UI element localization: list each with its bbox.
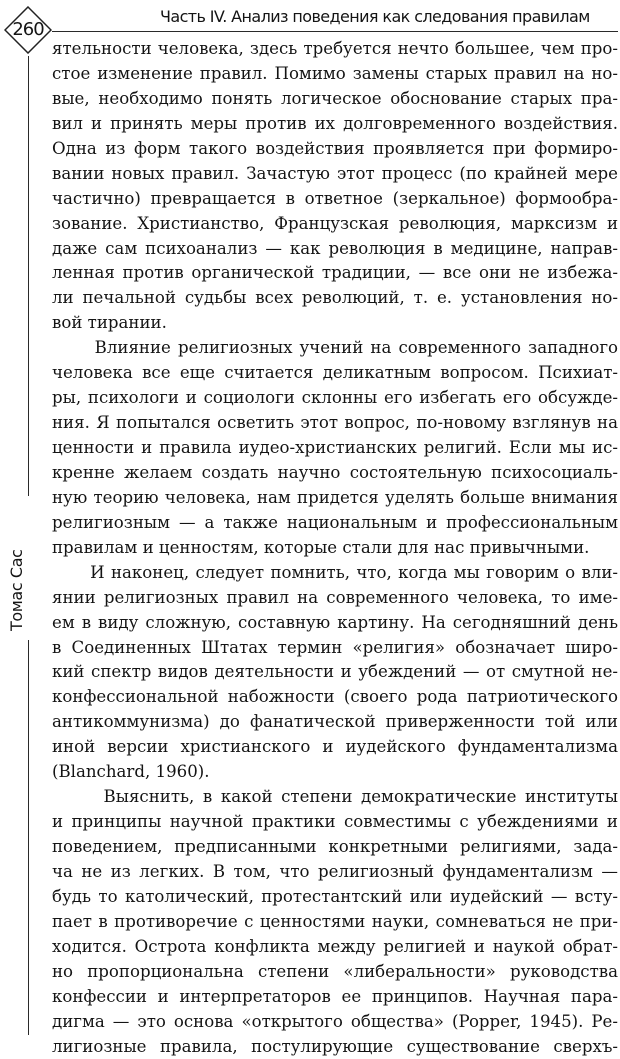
text-line: стое изменение правил. Помимо замены старых правил на но- bbox=[52, 62, 618, 87]
text-line: будь то католический, протестантский или иудейский — всту- bbox=[52, 885, 618, 910]
text-line: ем в виду сложную, составную картину. На сегодняшний день bbox=[52, 611, 618, 636]
text-line: И наконец, следует помнить, что, когда мы говорим о вли- bbox=[52, 561, 618, 586]
text-line: зование. Христианство, Французская революция, марксизм и bbox=[52, 212, 618, 237]
page-number: 260 bbox=[4, 6, 52, 54]
header-rule bbox=[52, 31, 618, 32]
side-rule-bottom bbox=[28, 640, 29, 1035]
running-header-title: Часть IV. Анализ поведения как следования правилам bbox=[160, 6, 616, 28]
text-line: вил и принять меры против их долговременного воздействия. bbox=[52, 112, 618, 137]
side-rule-top bbox=[28, 56, 29, 496]
text-line: Одна из форм такого воздействия проявляется при формиро- bbox=[52, 137, 618, 162]
author-side-label: Томас Сас bbox=[5, 501, 29, 631]
body-text bbox=[52, 37, 618, 1059]
text-line: ры, психологи и социологи склонны его избегать его обсужде- bbox=[52, 386, 618, 411]
text-line: ную теорию человека, нам придется уделять больше внимания bbox=[52, 486, 618, 511]
text-line: вые, необходимо понять логическое обоснование старых пра- bbox=[52, 87, 618, 112]
text-line: правилам и ценностям, которые стали для нас привычными. bbox=[52, 536, 618, 561]
text-line: в Соединенных Штатах термин «религия» обозначает широ- bbox=[52, 636, 618, 661]
text-line: кренне желаем создать научно состоятельную психосоциаль- bbox=[52, 461, 618, 486]
text-line: ния. Я попытался осветить этот вопрос, по-новому взглянув на bbox=[52, 411, 618, 436]
text-line: ча не из легких. В том, что религиозный фундаментализм — bbox=[52, 860, 618, 885]
text-line: конфессиональной набожности (своего рода патриотического bbox=[52, 685, 618, 710]
text-line: дигма — это основа «открытого общества» (Popper, 1945). Ре- bbox=[52, 1010, 618, 1035]
text-line: даже сам психоанализ — как революция в медицине, направ- bbox=[52, 237, 618, 262]
page-number-badge bbox=[4, 6, 52, 54]
text-line: конфессии и интерпретаторов ее принципов. Научная пара- bbox=[52, 985, 618, 1010]
text-line: (Blanchard, 1960). bbox=[52, 760, 618, 785]
text-line: ценности и правила иудео-христианских религий. Если мы ис- bbox=[52, 436, 618, 461]
text-line: лигиозные правила, постулирующие существование сверхъ- bbox=[52, 1035, 618, 1059]
text-line: янии религиозных правил на современного человека, то име- bbox=[52, 586, 618, 611]
text-line: пает в противоречие с ценностями науки, сомневаться не при- bbox=[52, 910, 618, 935]
text-line: Влияние религиозных учений на современного западного bbox=[52, 336, 618, 361]
text-line: Выяснить, в какой степени демократические институты bbox=[52, 785, 618, 810]
text-line: религиозным — а также национальным и профессиональным bbox=[52, 511, 618, 536]
text-line: кий спектр видов деятельности и убеждений — от смутной не- bbox=[52, 660, 618, 685]
text-line: ленная против органической традиции, — все они не избежа- bbox=[52, 261, 618, 286]
text-line: вании новых правил. Зачастую этот процесс (по крайней мере bbox=[52, 162, 618, 187]
text-line: и принципы научной практики совместимы с убеждениями и bbox=[52, 810, 618, 835]
text-line: поведением, предписанными конкретными религиями, зада- bbox=[52, 835, 618, 860]
text-line: антикоммунизма) до фанатической приверженности той или bbox=[52, 710, 618, 735]
text-line: иной версии христианского и иудейского фундаментализма bbox=[52, 735, 618, 760]
text-line: частично) превращается в ответное (зеркальное) формообра- bbox=[52, 187, 618, 212]
text-line: человека все еще считается деликатным вопросом. Психиат- bbox=[52, 361, 618, 386]
text-line: но пропорциональна степени «либеральности» руководства bbox=[52, 960, 618, 985]
text-line: ятельности человека, здесь требуется нечто большее, чем про- bbox=[52, 37, 618, 62]
text-line: вой тирании. bbox=[52, 311, 618, 336]
text-line: ходится. Острота конфликта между религией и наукой обрат- bbox=[52, 935, 618, 960]
text-line: ли печальной судьбы всех революций, т. е. установления но- bbox=[52, 286, 618, 311]
